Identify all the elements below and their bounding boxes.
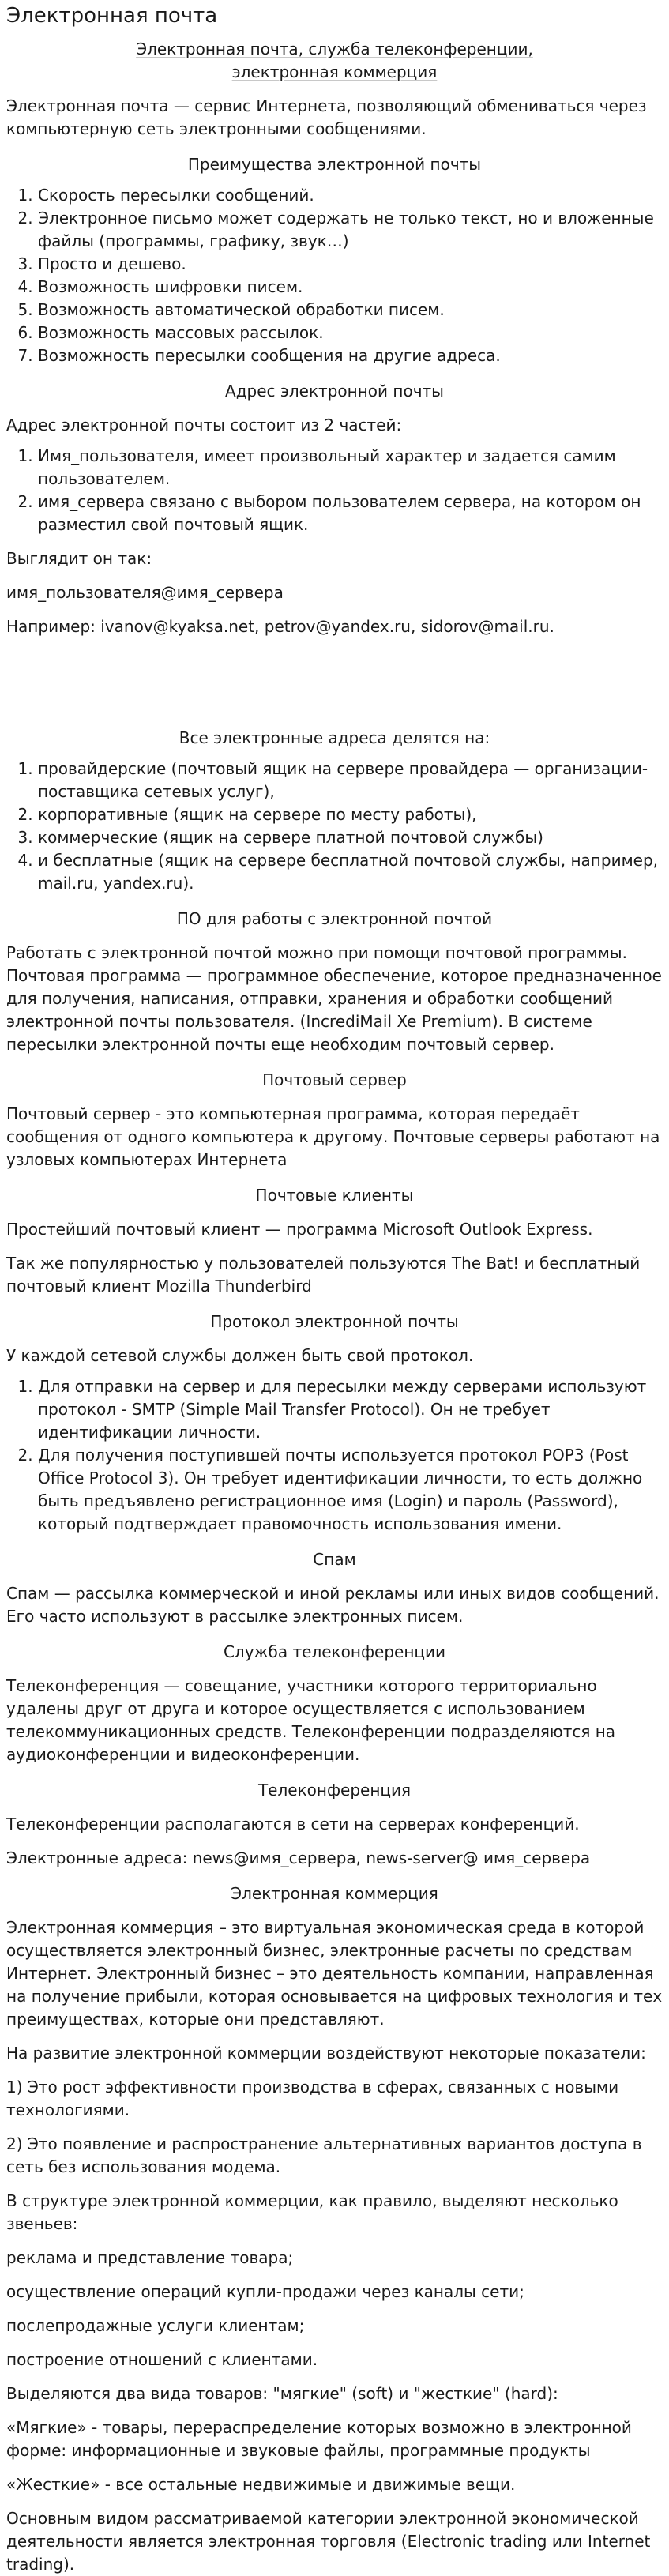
list-item: 1. Имя_пользователя, имеет произвольный характер и задается самим пользователем. [38,445,663,491]
ecommerce-paragraph: «Мягкие» - товары, перераспределение которых возможно в электронной форме: информационные и звуковые файлы, программные продукты [6,2418,632,2460]
ecommerce-paragraph: Электронная коммерция – это виртуальная экономическая среда в которой осуществляется электронный бизнес, электронные расчеты по средствам Интернет. Электронный бизнес – это деятельность компании, направленная на получение прибыли, которая основывается на цифровых технология и тех преимуществах, которые они представляют. [6,1918,663,2029]
spam-heading: Спам [313,1550,356,1569]
teleconf-service-heading: Служба телеконференции [223,1642,446,1661]
protocol-lead: У каждой сетевой службы должен быть свой протокол. [6,1346,474,1365]
teleconf-paragraph: Телеконференции располагаются в сети на серверах конференций. [6,1814,580,1833]
software-paragraph: Работать с электронной почтой можно при помощи почтовой программы. Почтовая программа — программное обеспечение, которое предназначенное для получения, написания, отправки, хранения и обработки сообщений электронной почты пользователя. (IncrediMail Xe Premium). В системе пересылки электронной почты еще необходим почтовый сервер. [6,943,662,1054]
address-types-list [6,758,663,895]
mail-server-heading: Почтовый сервер [262,1070,407,1089]
list-item: 1. Для отправки на сервер и для пересылки между серверами используют протокол - SMTP (Simple Mail Transfer Protocol). Он не требует идентификации личности. [38,1375,663,1444]
list-item: 4. Возможность шифровки писем. [38,276,663,299]
list-item: 6. Возможность массовых рассылок. [38,322,663,344]
list-item: 2. имя_сервера связано с выбором пользователем сервера, на котором он разместил свой почтовый ящик. [38,491,663,536]
list-item: 7. Возможность пересылки сообщения на другие адреса. [38,344,663,367]
ecommerce-paragraph: 1) Это рост эффективности производства в сферах, связанных с новыми технологиями. [6,2078,619,2119]
protocol-list [6,1375,663,1536]
ecommerce-paragraph: Основным видом рассматриваемой категории электронной экономической деятельности является электронная торговля (Electronic trading или Internet trading). [6,2509,651,2574]
advantages-list [6,184,663,367]
mail-server-paragraph: Почтовый сервер - это компьютерная программа, которая передаёт сообщения от одного компьютера к другому. Почтовые серверы работают на узловых компьютерах Интернета [6,1104,660,1169]
spacer [6,638,663,714]
list-item: 1. Скорость пересылки сообщений. [38,184,663,207]
ecommerce-paragraph: Выделяются два вида товаров: "мягкие" (soft) и "жесткие" (hard): [6,2384,558,2403]
document-subtitle [6,38,663,84]
ecommerce-paragraph: «Жесткие» - все остальные недвижимые и движимые вещи. [6,2475,516,2494]
ecommerce-paragraph: реклама и представление товара; [6,2248,294,2267]
list-item: 3. Просто и дешево. [38,253,663,276]
teleconf-addresses: Электронные адреса: news@имя_сервера, news-server@ имя_сервера [6,1848,591,1867]
ecommerce-paragraph: В структуре электронной коммерции, как правило, выделяют несколько звеньев: [6,2191,618,2233]
subtitle-line: электронная коммерция [231,62,438,81]
address-looks-like: Выглядит он так: [6,549,152,568]
mail-clients-paragraph: Простейший почтовый клиент — программа Microsoft Outlook Express. [6,1220,593,1239]
protocol-heading: Протокол электронной почты [210,1312,459,1331]
list-item: 3. коммерческие (ящик на сервере платной почтовой службы) [38,826,663,849]
list-item: 2. корпоративные (ящик на сервере по месту работы), [38,803,663,826]
advantages-heading: Преимущества электронной почты [187,155,482,174]
address-heading: Адрес электронной почты [225,382,444,401]
ecommerce-paragraph: 2) Это появление и распространение альтернативных вариантов доступа в сеть без использования модема. [6,2134,642,2176]
spam-paragraph: Спам — рассылка коммерческой и иной рекламы или иных видов сообщений. Его часто используют в рассылке электронных писем. [6,1584,660,1626]
ecommerce-paragraph: осуществление операций купли-продажи через каналы сети; [6,2282,524,2301]
address-types-heading: Все электронные адреса делятся на: [179,728,490,747]
list-item: 5. Возможность автоматической обработки писем. [38,299,663,322]
address-format: имя_пользователя@имя_сервера [6,583,284,602]
teleconf-service-paragraph: Телеконференция — совещание, участники которого территориально удалены друг от друга и которое осуществляется с использованием телекоммуникационных средств. Телеконференции подразделяются на аудиоконференции и видеоконференции. [6,1676,616,1764]
teleconf-heading: Телеконференция [257,1781,412,1799]
ecommerce-paragraph: На развитие электронной коммерции воздействуют некоторые показатели: [6,2044,646,2063]
address-parts-list [6,445,663,536]
list-item: 4. и бесплатные (ящик на сервере бесплатной почтовой службы, например, mail.ru, yandex.ru). [38,849,663,895]
ecommerce-paragraph: построение отношений с клиентами. [6,2350,318,2369]
intro-paragraph: Электронная почта — сервис Интернета, позволяющий обмениваться через компьютерную сеть электронными сообщениями. [6,96,647,138]
mail-clients-heading: Почтовые клиенты [255,1186,414,1205]
list-item: 2. Электронное письмо может содержать не только текст, но и вложенные файлы (программы, графику, звук…) [38,207,663,253]
subtitle-line: Электронная почта, служба телеконференции, [136,39,533,58]
document-page [0,3,669,2576]
document-title: Электронная почта [6,4,218,28]
mail-clients-paragraph: Так же популярностью у пользователей пользуются The Bat! и бесплатный почтовый клиент Mozilla Thunderbird [6,1254,641,1296]
address-lead: Адрес электронной почты состоит из 2 частей: [6,416,402,434]
list-item: 1. провайдерские (почтовый ящик на сервере провайдера — организации-поставщика сетевых услуг), [38,758,663,803]
ecommerce-paragraph: послепродажные услуги клиентам; [6,2316,305,2335]
ecommerce-heading: Электронная коммерция [231,1884,438,1903]
list-item: 2. Для получения поступившей почты используется протокол POP3 (Post Office Protocol 3). Он требует идентификации личности, то есть должно быть предъявлено регистрационное имя (Login) и пароль (Password), который подтверждает правомочность использования имени. [38,1444,663,1536]
address-example: Например: ivanov@kyaksa.net, petrov@yandex.ru, sidorov@mail.ru. [6,617,554,636]
software-heading: ПО для работы с электронной почтой [176,909,493,928]
